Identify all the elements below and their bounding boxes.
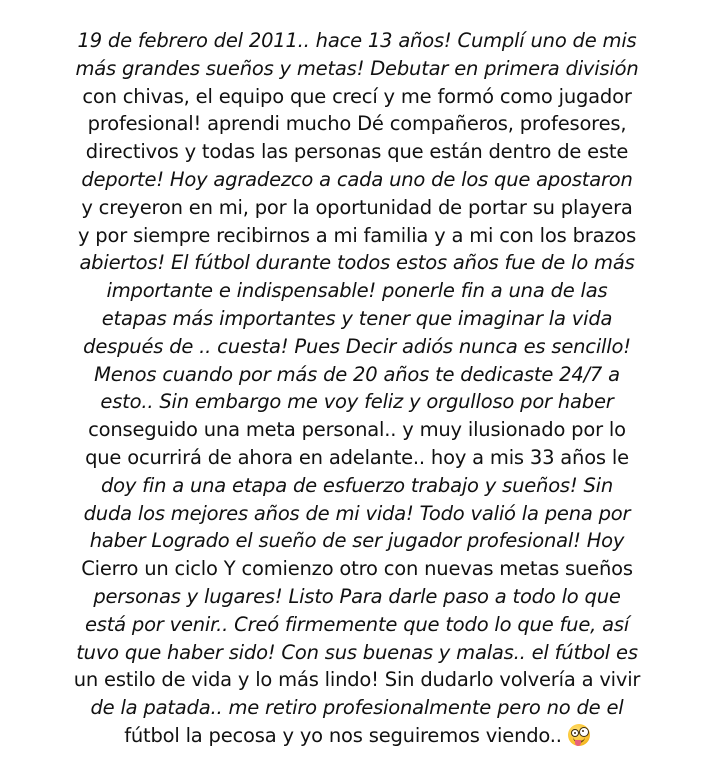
story-line: profesional! aprendi mucho Dé compañeros, profesores, bbox=[87, 112, 627, 136]
story-line: de la patada.. me retiro profesionalmente pero no de el bbox=[90, 696, 624, 720]
story-line: y por siempre recibirnos a mi familia y a mi con los brazos bbox=[77, 223, 637, 247]
story-line: está por venir.. Creó firmemente que todo lo que fue, así bbox=[84, 612, 630, 636]
story-line: etapas más importantes y tener que imaginar la vida bbox=[101, 306, 613, 330]
story-line-last-text: fútbol la pecosa y yo nos seguiremos viendo.. bbox=[124, 723, 562, 747]
story-line: después de .. cuesta! Pues Decir adiós nunca es sencillo! bbox=[83, 334, 631, 358]
story-line: conseguido una meta personal.. y muy ilusionado por lo bbox=[88, 418, 626, 442]
story-line: más grandes sueños y metas! Debutar en primera división bbox=[75, 56, 639, 80]
story-line: personas y lugares! Listo Para darle paso a todo lo que bbox=[93, 584, 621, 608]
story-line: y creyeron en mi, por la oportunidad de portar su playera bbox=[81, 195, 633, 219]
zany-face-emoji-icon bbox=[568, 724, 590, 746]
story-line: doy fin a una etapa de esfuerzo trabajo y sueños! Sin bbox=[100, 473, 614, 497]
story-text-block bbox=[0, 27, 714, 750]
story-line: con chivas, el equipo que crecí y me formó como jugador bbox=[82, 84, 632, 108]
story-line: abiertos! El fútbol durante todos estos años fue de lo más bbox=[79, 251, 635, 275]
story-line: un estilo de vida y lo más lindo! Sin dudarlo volvería a vivir bbox=[73, 668, 641, 692]
story-line-last bbox=[0, 722, 714, 750]
story-line: 19 de febrero del 2011.. hace 13 años! Cumplí uno de mis bbox=[77, 29, 637, 52]
story-line: esto.. Sin embargo me voy feliz y orgulloso por haber bbox=[100, 390, 614, 414]
story-line: Cierro un ciclo Y comienzo otro con nuevas metas sueños bbox=[81, 557, 633, 581]
story-line: duda los mejores años de mi vida! Todo valió la pena por bbox=[83, 501, 631, 525]
story-line: directivos y todas las personas que están dentro de este bbox=[85, 140, 629, 164]
story-line: deporte! Hoy agradezco a cada uno de los que apostaron bbox=[81, 167, 633, 191]
story-line: importante e indispensable! ponerle fin a una de las bbox=[106, 279, 608, 303]
story-line: tuvo que haber sido! Con sus buenas y malas.. el fútbol es bbox=[76, 640, 638, 664]
story-line: Menos cuando por más de 20 años te dedicaste 24/7 a bbox=[94, 362, 620, 386]
story-line: haber Logrado el sueño de ser jugador profesional! Hoy bbox=[89, 529, 625, 553]
story-line: que ocurrirá de ahora en adelante.. hoy a mis 33 años le bbox=[85, 445, 629, 469]
